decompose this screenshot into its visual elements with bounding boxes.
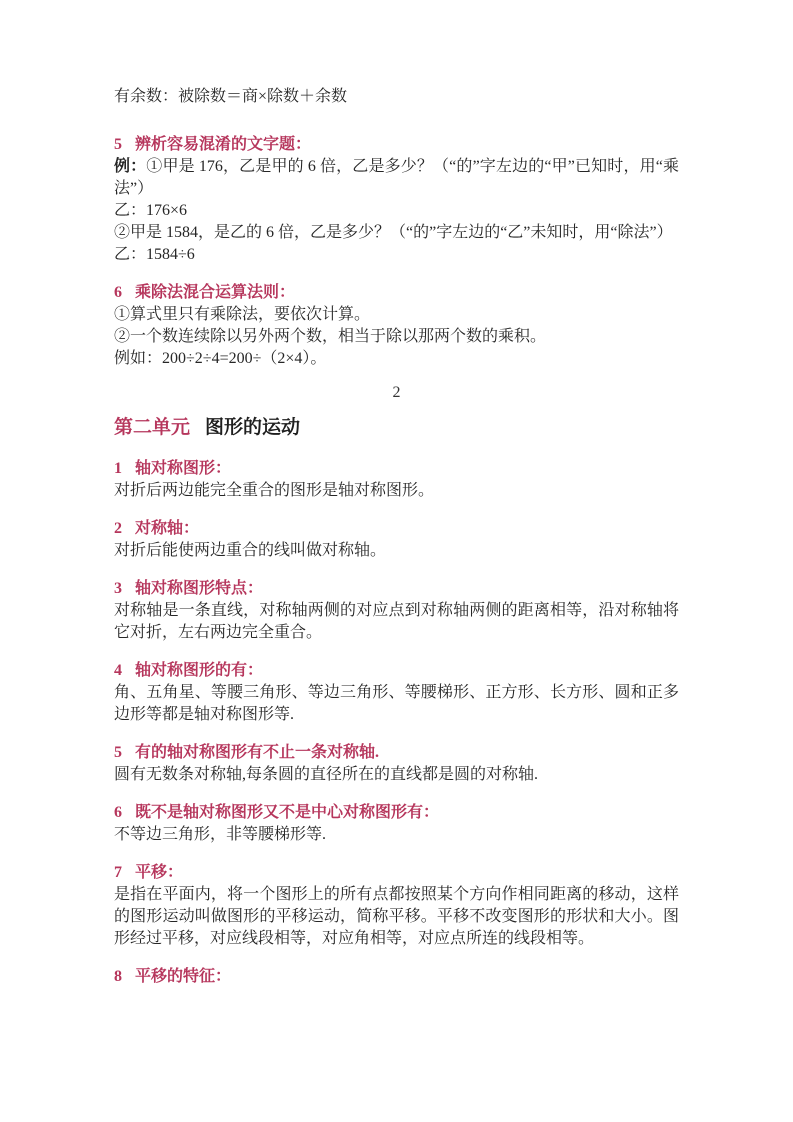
section-body: 对折后能使两边重合的线叫做对称轴。 [114, 542, 387, 559]
section-title: 乘除法混合运算法则： [135, 284, 296, 301]
section-number: 2 [114, 520, 122, 537]
section-u2-5 [114, 742, 679, 786]
section-u1-5 [114, 134, 679, 266]
section-title: 轴对称图形： [135, 460, 232, 477]
section-body: 角、五角星、等腰三角形、等边三角形、等腰梯形、正方形、长方形、圆和正多边形等都是轴对称图形等. [114, 684, 679, 723]
section-u2-3-heading [114, 578, 679, 600]
example-1-text: ①甲是 176，乙是甲的 6 倍，乙是多少？（“的”字左边的“甲”已知时，用“乘法”） [114, 158, 679, 197]
unit-2-heading [114, 414, 679, 442]
rule-2-line: ②一个数连续除以另外两个数，相当于除以那两个数的乘积。 [114, 328, 547, 345]
section-title: 轴对称图形的有： [135, 662, 264, 679]
section-number: 1 [114, 460, 122, 477]
section-number: 6 [114, 804, 122, 821]
section-body: 不等边三角形，非等腰梯形等. [114, 826, 327, 843]
section-body: 圆有无数条对称轴,每条圆的直径所在的直线都是圆的对称轴. [114, 766, 539, 783]
section-title: 辨析容易混淆的文字题： [135, 136, 312, 153]
rule-example-line: 例如：200÷2÷4=200÷（2×4）。 [114, 350, 327, 367]
section-u2-7-heading [114, 862, 679, 884]
section-number: 6 [114, 284, 122, 301]
section-title: 既不是轴对称图形又不是中心对称图形有： [135, 804, 440, 821]
formula-line: 有余数：被除数＝商×除数＋余数 [114, 88, 348, 105]
section-u1-6 [114, 282, 679, 370]
section-u2-4-heading [114, 660, 679, 682]
section-u1-5-heading [114, 134, 679, 156]
section-u2-4 [114, 660, 679, 726]
section-u2-2 [114, 518, 679, 562]
section-u2-5-heading [114, 742, 679, 764]
section-number: 5 [114, 136, 122, 153]
section-u2-8 [114, 966, 679, 988]
example-label: 例： [114, 158, 147, 175]
section-number: 4 [114, 662, 122, 679]
section-u2-1-heading [114, 458, 679, 480]
section-u2-2-heading [114, 518, 679, 540]
rule-1-line: ①算式里只有乘除法，要依次计算。 [114, 306, 371, 323]
section-number: 8 [114, 968, 122, 985]
section-number: 3 [114, 580, 122, 597]
unit-title: 图形的运动 [205, 417, 301, 438]
section-body: 对称轴是一条直线，对称轴两侧的对应点到对称轴两侧的距离相等，沿对称轴将它对折，左右两边完全重合。 [114, 602, 679, 641]
section-u2-6-heading [114, 802, 679, 824]
example-1-line [114, 156, 679, 200]
section-body: 是指在平面内，将一个图形上的所有点都按照某个方向作相同距离的移动，这样的图形运动叫做图形的平移运动，简称平移。平移不改变图形的形状和大小。图形经过平移，对应线段相等，对应角相等，对应点所连的线段相等。 [114, 886, 679, 947]
section-u2-7 [114, 862, 679, 950]
section-body: 对折后两边能完全重合的图形是轴对称图形。 [114, 482, 435, 499]
section-title: 平移的特征： [135, 968, 232, 985]
section-u2-1 [114, 458, 679, 502]
page-number: 2 [392, 384, 401, 401]
section-title: 轴对称图形特点： [135, 580, 264, 597]
section-u2-6 [114, 802, 679, 846]
section-u2-8-heading [114, 966, 679, 988]
section-number: 7 [114, 864, 122, 881]
section-number: 5 [114, 744, 122, 761]
section-u2-3 [114, 578, 679, 644]
section-u1-6-heading [114, 282, 679, 304]
answer-1-line: 乙：176×6 [114, 202, 188, 219]
example-2-line: ②甲是 1584，是乙的 6 倍，乙是多少？（“的”字左边的“乙”未知时，用“除法”） [114, 224, 673, 241]
section-title: 对称轴： [135, 520, 200, 537]
section-title: 有的轴对称图形有不止一条对称轴. [135, 744, 380, 761]
answer-2-line: 乙：1584÷6 [114, 246, 195, 263]
section-title: 平移： [135, 864, 184, 881]
unit-label: 第二单元 [114, 417, 191, 438]
